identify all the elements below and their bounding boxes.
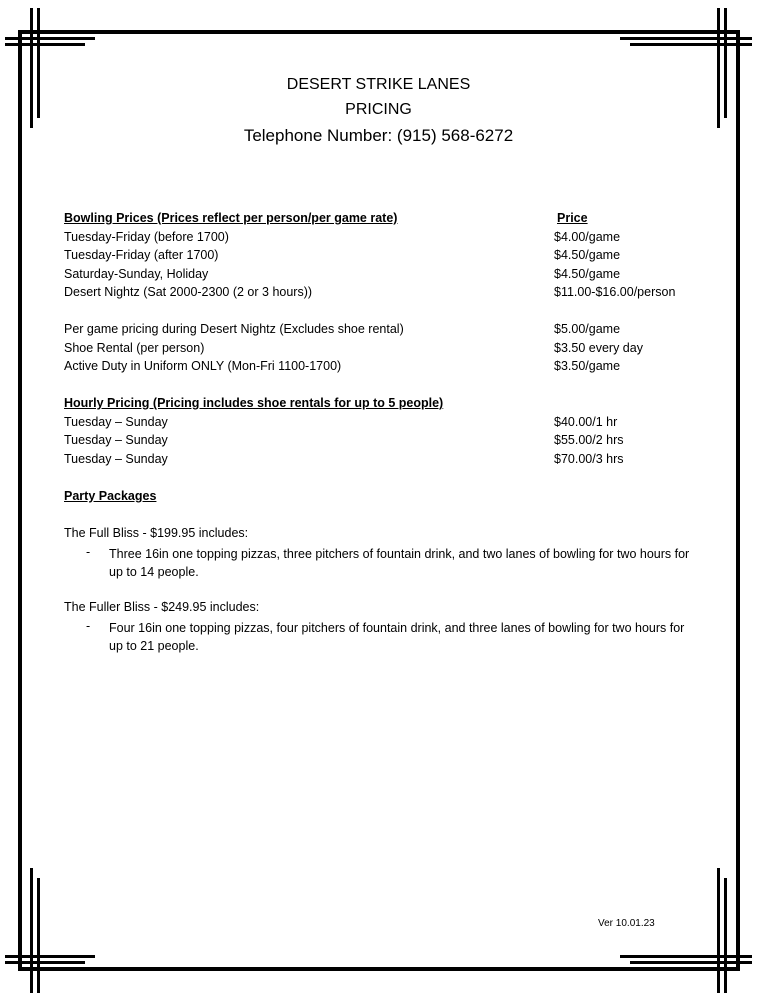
price-row-value: $11.00-$16.00/person [554,285,676,299]
package-detail: Three 16in one topping pizzas, three pitchers of fountain drink, and two lanes of bowling for two hours for up to 14 people. [109,547,690,579]
telephone-number: Telephone Number: (915) 568-6272 [243,126,514,145]
hourly-row-label: Tuesday – Sunday [64,452,168,466]
hourly-row-label: Tuesday – Sunday [64,433,168,447]
party-packages-heading: Party Packages [64,489,157,503]
hourly-row-label: Tuesday – Sunday [64,415,168,429]
hourly-row-value: $70.00/3 hrs [554,452,624,466]
hourly-row-value: $55.00/2 hrs [554,433,624,447]
price-row-value: $4.50/game [554,267,621,281]
price-row-value: $4.50/game [554,248,621,262]
hourly-row-value: $40.00/1 hr [554,415,618,429]
page-title: DESERT STRIKE LANES [286,76,471,93]
price-row-label: Per game pricing during Desert Nightz (Excludes shoe rental) [64,322,404,336]
package-title: The Fuller Bliss - $249.95 includes: [64,600,260,614]
price-row-label: Tuesday-Friday (after 1700) [64,248,219,262]
price-row-value: $5.00/game [554,322,621,336]
price-row-value: $4.00/game [554,230,621,244]
package-bullet: - [86,545,91,559]
package-bullet: - [86,619,91,633]
hourly-pricing-heading: Hourly Pricing (Pricing includes shoe rentals for up to 5 people) [64,396,444,410]
price-row-label: Saturday-Sunday, Holiday [64,267,209,281]
price-row-value: $3.50/game [554,359,621,373]
page-subtitle: PRICING [345,101,412,118]
package-title: The Full Bliss - $199.95 includes: [64,526,249,540]
price-row-label: Tuesday-Friday (before 1700) [64,230,229,244]
price-row-label: Active Duty in Uniform ONLY (Mon-Fri 1100-1700) [64,359,342,373]
price-column-heading: Price [557,211,588,225]
price-row-label: Desert Nightz (Sat 2000-2300 (2 or 3 hours)) [64,285,313,299]
price-row-label: Shoe Rental (per person) [64,341,205,355]
package-detail: Four 16in one topping pizzas, four pitchers of fountain drink, and three lanes of bowling for two hours for up to 21 people. [109,621,685,653]
version-label: Ver 10.01.23 [598,918,655,929]
bowling-prices-heading: Bowling Prices (Prices reflect per person/per game rate) [64,211,398,225]
price-row-value: $3.50 every day [554,341,643,355]
